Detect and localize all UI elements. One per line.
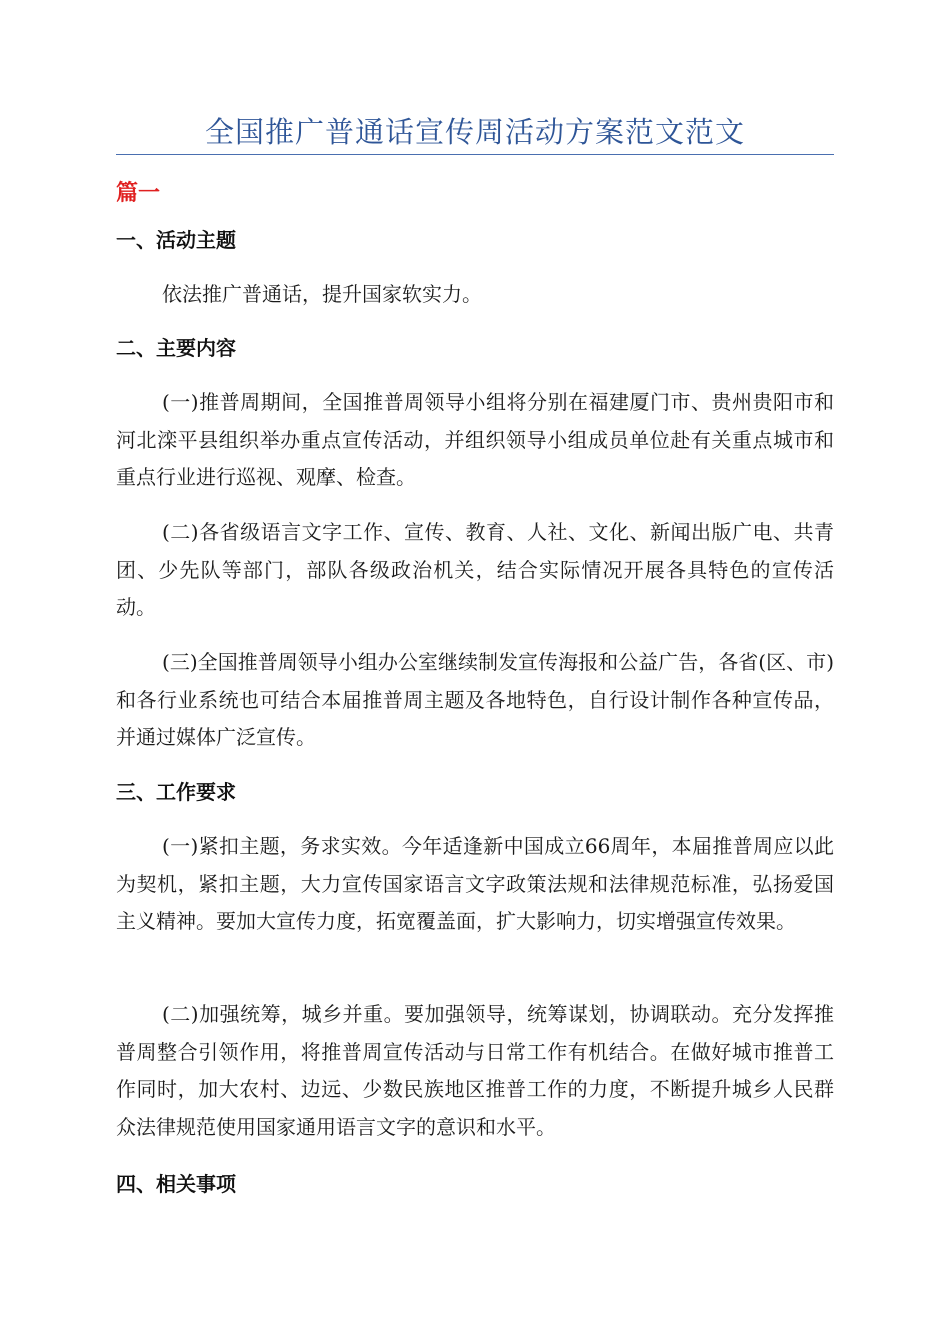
title-underline (116, 154, 834, 155)
section-heading-requirements: 三、工作要求 (116, 780, 236, 804)
document-title: 全国推广普通话宣传周活动方案范文范文 (204, 115, 745, 149)
section-heading-theme: 一、活动主题 (116, 228, 236, 252)
paragraph: (二)加强统筹，城乡并重。要加强领导，统筹谋划，协调联动。充分发挥推普周整合引领作用，将推普周宣传活动与日常工作有机结合。在做好城市推普工作同时，加大农村、边远、少数民族地区推普工作的力度，不断提升城乡人民群众法律规范使用国家通用语言文字的意识和水平。 (116, 1002, 834, 1139)
paragraph: 依法推广普通话，提升国家软实力。 (162, 282, 482, 306)
section-heading-matters: 四、相关事项 (116, 1172, 236, 1196)
paragraph: (二)各省级语言文字工作、宣传、教育、人社、文化、新闻出版广电、共青团、少先队等部门，部队各级政治机关，结合实际情况开展各具特色的宣传活动。 (116, 520, 834, 619)
part-label: 篇一 (116, 181, 161, 206)
section-heading-content: 二、主要内容 (116, 336, 236, 360)
paragraph: (一)紧扣主题，务求实效。今年适逢新中国成立66周年，本届推普周应以此为契机，紧扣主题，大力宣传国家语言文字政策法规和法律规范标准，弘扬爱国主义精神。要加大宣传力度，拓宽覆盖面，扩大影响力，切实增强宣传效果。 (116, 834, 834, 933)
paragraph: (一)推普周期间，全国推普周领导小组将分别在福建厦门市、贵州贵阳市和河北滦平县组织举办重点宣传活动，并组织领导小组成员单位赴有关重点城市和重点行业进行巡视、观摩、检查。 (116, 390, 834, 489)
paragraph: (三)全国推普周领导小组办公室继续制发宣传海报和公益广告，各省(区、市)和各行业系统也可结合本届推普周主题及各地特色，自行设计制作各种宣传品，并通过媒体广泛宣传。 (116, 650, 834, 749)
